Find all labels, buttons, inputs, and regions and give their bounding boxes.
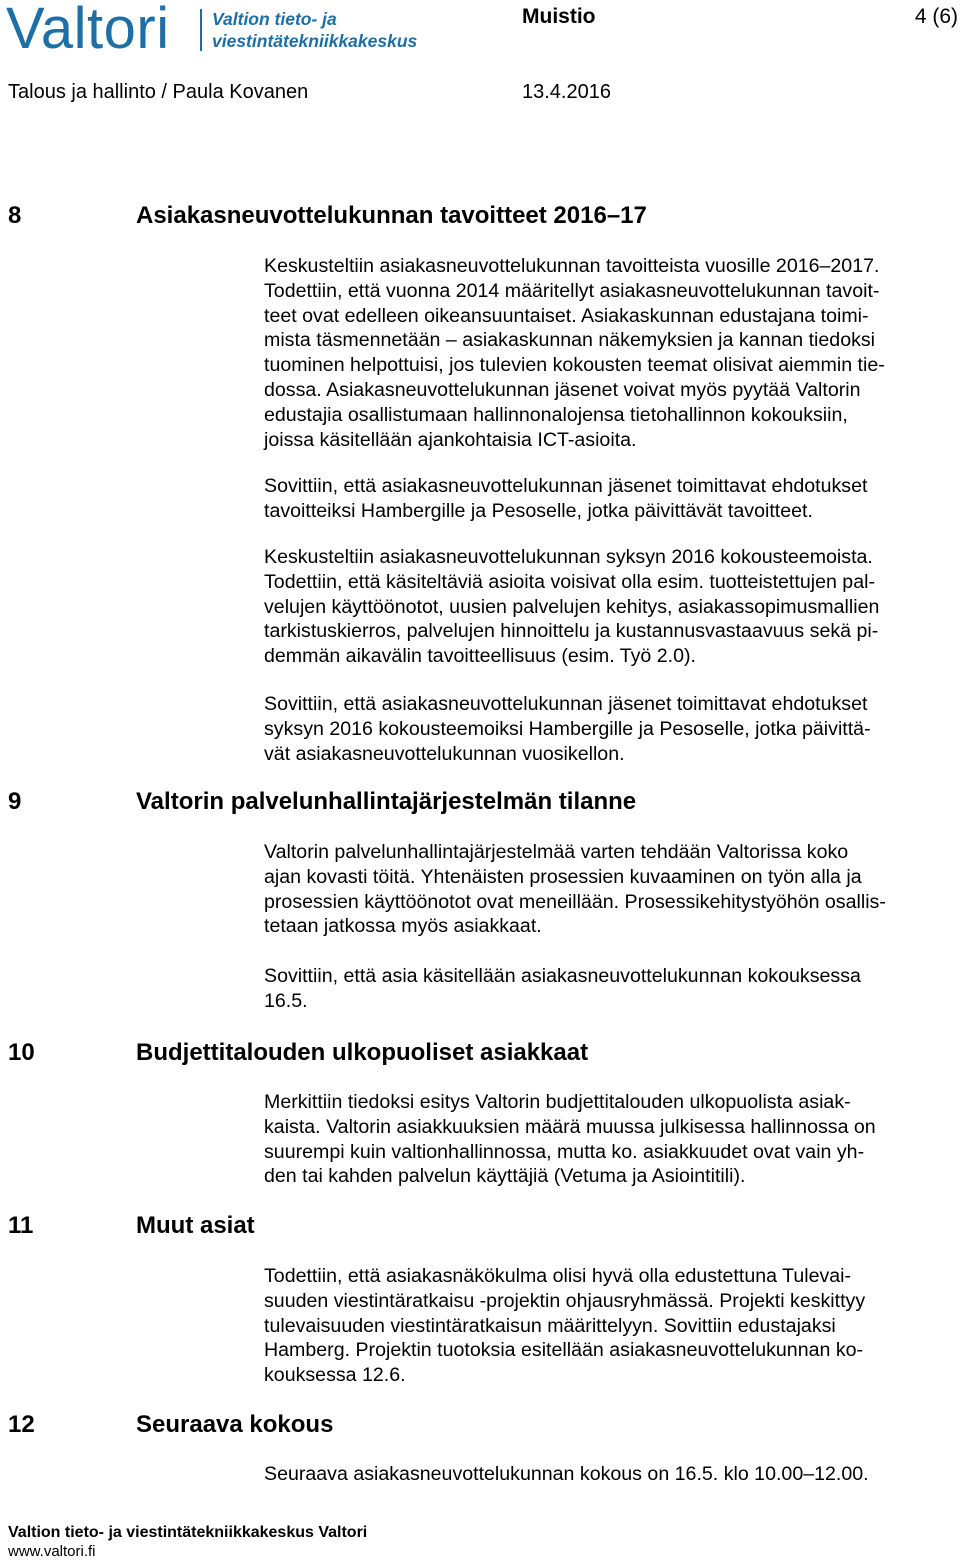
section-10-paragraph-1 bbox=[264, 1090, 954, 1189]
text-line: 16.5. bbox=[264, 989, 308, 1012]
section-11-number: 11 bbox=[8, 1212, 34, 1239]
text-line: joissa käsitellään ajankohtaisia ICT-asioita. bbox=[264, 428, 637, 451]
valtori-logo-wordmark: Valtori bbox=[6, 0, 170, 61]
text-line: Keskusteltiin asiakasneuvottelukunnan syksyn 2016 kokousteemoista. bbox=[264, 546, 873, 568]
logo-divider bbox=[200, 9, 202, 51]
text-line: suuden viestintäratkaisu -projektin ohjausryhmässä. Projekti keskittyy bbox=[264, 1289, 866, 1312]
text-line: Hamberg. Projektin tuotoksia esitellään asiakasneuvottelukunnan ko- bbox=[264, 1339, 864, 1362]
text-line: tetaan jatkossa myös asiakkaat. bbox=[264, 915, 542, 938]
section-11-title: Muut asiat bbox=[136, 1212, 255, 1239]
text-line: tuominen helpottuisi, jos tulevien kokousten teemat olisivat aiemmin tie- bbox=[264, 354, 885, 377]
text-line: Sovittiin, että asia käsitellään asiakasneuvottelukunnan kokouksessa bbox=[264, 965, 861, 987]
section-8-paragraph-2 bbox=[264, 474, 954, 524]
text-line: Todettiin, että käsiteltäviä asioita voisivat olla esim. tuotteistettujen pal- bbox=[264, 570, 875, 593]
text-line: Keskusteltiin asiakasneuvottelukunnan tavoitteista vuosille 2016–2017. bbox=[264, 255, 880, 277]
text-line: tavoitteiksi Hambergille ja Pesoselle, jotka päivittävät tavoitteet. bbox=[264, 499, 813, 522]
document-date: 13.4.2016 bbox=[522, 81, 611, 103]
footer-organization: Valtion tieto- ja viestintätekniikkakeskus Valtori bbox=[8, 1524, 368, 1541]
text-line: kouksessa 12.6. bbox=[264, 1364, 406, 1387]
text-line: Valtorin palvelunhallintajärjestelmää varten tehdään Valtorissa koko bbox=[264, 841, 849, 863]
section-9-paragraph-2 bbox=[264, 964, 954, 1014]
footer-url-link[interactable]: www.valtori.fi bbox=[8, 1543, 96, 1560]
document-type: Muistio bbox=[522, 5, 596, 28]
text-line: teet ovat edelleen oikeansuuntaiset. Asiakaskunnan edustajana toimi- bbox=[264, 304, 869, 327]
text-line: den tai kahden palvelun käyttäjiä (Vetuma ja Asiointitili). bbox=[264, 1165, 746, 1188]
page-number: 4 (6) bbox=[914, 5, 958, 28]
section-9-title: Valtorin palvelunhallintajärjestelmän tilanne bbox=[136, 788, 637, 815]
text-line: kaista. Valtorin asiakkuuksien määrä muussa julkisessa hallinnossa on bbox=[264, 1115, 876, 1138]
text-line: Merkittiin tiedoksi esitys Valtorin budjettitalouden ulkopuolista asiak- bbox=[264, 1091, 851, 1113]
section-9-paragraph-1 bbox=[264, 840, 954, 939]
text-line: Sovittiin, että asiakasneuvottelukunnan jäsenet toimittavat ehdotukset bbox=[264, 693, 868, 715]
text-line: Seuraava asiakasneuvottelukunnan kokous on 16.5. klo 10.00–12.00. bbox=[264, 1463, 869, 1485]
text-line: velujen käyttöönotot, uusien palvelujen kehitys, asiakassopimusmallien bbox=[264, 595, 880, 618]
section-10-number: 10 bbox=[8, 1039, 35, 1066]
text-line: ajan kovasti töitä. Yhtenäisten prosessien kuvaaminen on työn alla ja bbox=[264, 865, 862, 888]
text-line: Sovittiin, että asiakasneuvottelukunnan jäsenet toimittavat ehdotukset bbox=[264, 475, 868, 497]
text-line: mista täsmennetään – asiakaskunnan näkemyksien ja kannan tiedoksi bbox=[264, 329, 876, 352]
section-8-paragraph-1 bbox=[264, 254, 954, 452]
section-8-title: Asiakasneuvottelukunnan tavoitteet 2016–17 bbox=[136, 202, 647, 229]
section-8-number: 8 bbox=[8, 202, 22, 229]
section-8-paragraph-3 bbox=[264, 545, 954, 669]
text-line: dossa. Asiakasneuvottelukunnan jäsenet voivat myös pyytää Valtorin bbox=[264, 378, 861, 401]
section-10-title: Budjettitalouden ulkopuoliset asiakkaat bbox=[136, 1039, 589, 1066]
text-line: Todettiin, että vuonna 2014 määritellyt asiakasneuvottelukunnan tavoit- bbox=[264, 279, 880, 302]
section-11-paragraph-1 bbox=[264, 1264, 954, 1388]
department-author: Talous ja hallinto / Paula Kovanen bbox=[8, 81, 309, 103]
text-line: demmän aikavälin tavoitteellisuus (esim. Työ 2.0). bbox=[264, 645, 696, 668]
section-8-paragraph-4 bbox=[264, 692, 954, 766]
text-line: edustajia osallistumaan hallinnonalojensa tietohallinnon kokouksiin, bbox=[264, 403, 848, 426]
text-line: prosessien käyttöönotot ovat meneillään. Prosessikehitystyöhön osallis- bbox=[264, 890, 886, 913]
text-line: vät asiakasneuvottelukunnan vuosikellon. bbox=[264, 742, 625, 765]
text-line: suurempi kuin valtionhallinnossa, mutta ko. asiakkuudet ovat vain yh- bbox=[264, 1140, 865, 1163]
section-12-number: 12 bbox=[8, 1411, 35, 1438]
text-line: tarkistuskierros, palvelujen hinnoittelu ja kustannusvastaavuus sekä pi- bbox=[264, 620, 879, 643]
text-line: syksyn 2016 kokousteemoiksi Hambergille ja Pesoselle, jotka päivittä- bbox=[264, 717, 871, 740]
valtori-logo-subtitle bbox=[212, 8, 417, 52]
section-12-title: Seuraava kokous bbox=[136, 1411, 334, 1438]
section-12-paragraph-1 bbox=[264, 1462, 954, 1487]
section-9-number: 9 bbox=[8, 788, 22, 815]
text-line: Todettiin, että asiakasnäkökulma olisi hyvä olla edustettuna Tulevai- bbox=[264, 1265, 852, 1287]
logo-subtitle-line-1: Valtion tieto- ja bbox=[212, 9, 337, 29]
text-line: tulevaisuuden viestintäratkaisun määrittelyyn. Sovittiin edustajaksi bbox=[264, 1314, 836, 1337]
logo-subtitle-line-2: viestintätekniikkakeskus bbox=[212, 31, 418, 51]
